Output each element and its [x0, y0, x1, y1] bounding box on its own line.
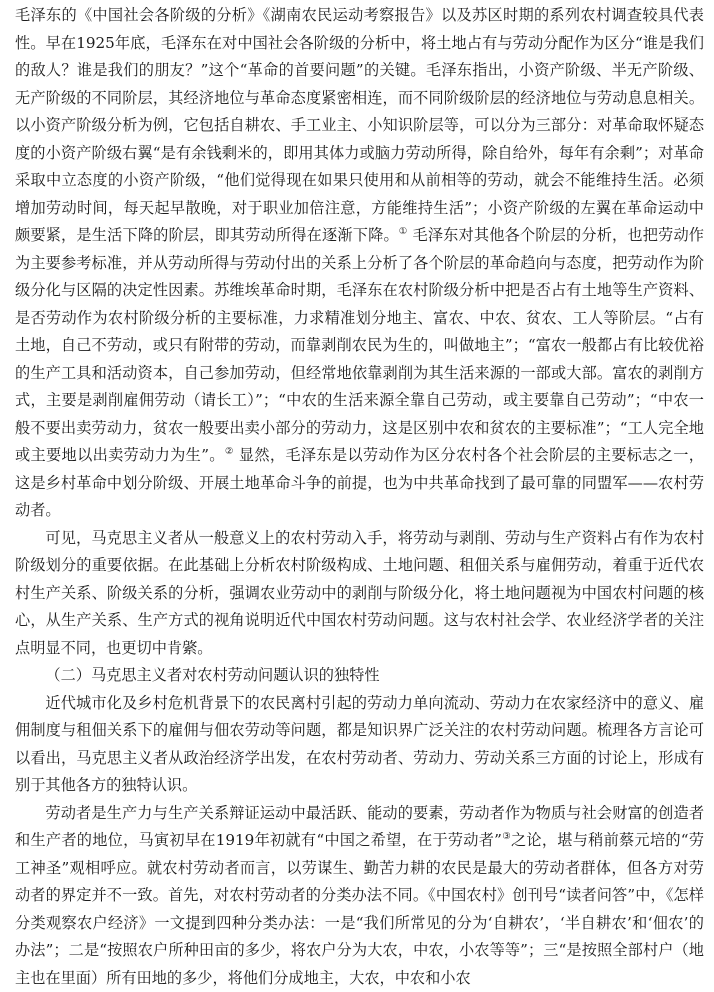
- text-run: 劳动者是生产力与生产关系辩证运动中最活跃、能动的要素，劳动者作为物质与社会财富的创造者和生产者的地位，马寅初早在1919年初就有“中国之希望，在于劳动者”: [15, 804, 704, 850]
- text-run: 近代城市化及乡村危机背景下的农民离村引起的劳动力单向流动、劳动力在农家经济中的意义、雇佣制度与租佃关系下的雇佣与佃农劳动等问题，都是知识界广泛关注的农村劳动问题。梳理各方言论可以看出，马克思主义者从政治经济学出发，在农村劳动者、劳动力、劳动关系三方面的讨论上，形成有别于其他各方的独特认识。: [15, 694, 704, 795]
- text-run: （二）马克思主义者对农村劳动问题认识的独特性: [45, 666, 379, 684]
- footnote-marker: ②: [225, 446, 234, 457]
- section-heading: [15, 662, 704, 690]
- paragraph: [15, 525, 704, 663]
- text-run: 毛泽东对其他各个阶层的分析，也把劳动作为主要参考标准，并从劳动所得与劳动付出的关系上分析了各个阶层的革命趋向与态度，把劳动作为阶级分化与区隔的决定性因素。苏维埃革命时期，毛泽东在农村阶级分析中把是否占有土地等生产资料、是否劳动作为农村阶级分析的主要标准，力求精准划分地主、富农、中农、贫农、工人等阶层。“占有土地，自己不劳动，或只有附带的劳动，而靠剥削农民为生的，叫做地主”；“富农一般都占有比较优裕的生产工具和活动资本，自己参加劳动，但经常地依靠剥削为其生活来源的一部或大部。富农的剥削方式，主要是剥削雇佣劳动（请长工）”；“中农的生活来源全靠自己劳动，或主要靠自己劳动”；“中农一般不要出卖劳动力，贫农一般要出卖小部分的劳动力，这是区别中农和贫农的主要标准”；“工人完全地或主要地以出卖劳动力为生”。: [15, 226, 704, 464]
- text-run: 显然，毛泽东是以劳动作为区分农村各个社会阶层的主要标志之一，这是乡村革命中划分阶级、开展土地革命斗争的前提，也为中共革命找到了最可靠的同盟军——农村劳动者。: [15, 446, 704, 519]
- paragraph: [15, 2, 704, 525]
- text-run: 毛泽东的《中国社会各阶级的分析》《湖南农民运动考察报告》以及苏区时期的系列农村调查较具代表性。早在1925年底，毛泽东在对中国社会各阶级的分析中，将土地占有与劳动分配作为区分“谁是我们的敌人？谁是我们的朋友？”这个“革命的首要问题”的关键。毛泽东指出，小资产阶级、半无产阶级、无产阶级的不同阶层，其经济地位与革命态度紧密相连，而不同阶级阶层的经济地位与劳动息息相关。以小资产阶级分析为例，它包括自耕农、手工业主、小知识阶层等，可以分为三部分：对革命取怀疑态度的小资产阶级右翼“是有余钱剩米的，即用其体力或脑力劳动所得，除自给外，每年有余剩”；对革命采取中立态度的小资产阶级，“他们觉得现在如果只使用和从前相等的劳动，就会不能维持生活。必须增加劳动时间，每天起早散晚，对于职业加倍注意，方能维持生活”；小资产阶级的左翼在革命运动中颇要紧，是生活下降的阶层，即其劳动所得在逐渐下降。: [15, 6, 704, 244]
- footnote-marker: ①: [399, 226, 408, 237]
- paragraph: [15, 800, 704, 992]
- footnote-marker: ③: [502, 831, 511, 842]
- paragraph: [15, 690, 704, 800]
- text-run: 可见，马克思主义者从一般意义上的农村劳动入手，将劳动与剥削、劳动与生产资料占有作为农村阶级划分的重要依据。在此基础上分析农村阶级构成、土地问题、租佃关系与雇佣劳动，着重于近代农村生产关系、阶级关系的分析，强调农业劳动中的剥削与阶级分化，将土地问题视为中国农村问题的核心，从生产关系、生产方式的视角说明近代中国农村劳动问题。这与农村社会学、农业经济学者的关注点明显不同，也更切中肯綮。: [15, 529, 704, 657]
- text-run: 之论，堪与稍前蔡元培的“劳工神圣”观相呼应。就农村劳动者而言，以劳谋生、勤苦力耕的农民是最大的劳动者群体，但各方对劳动者的界定并不一致。首先，对农村劳动者的分类办法不同。《中国农村》创刊号“读者问答”中，《怎样分类观察农户经济》一文提到四种分类办法：一是“我们所常见的分为‘自耕农’，‘半自耕农’和‘佃农’的办法”；二是“按照农户所种田亩的多少，将农户分为大农，中农，小农等等”；三“是按照全部村户（地主也在里面）所有田地的多少，将他们分成地主，大农，中农和小农: [15, 831, 704, 987]
